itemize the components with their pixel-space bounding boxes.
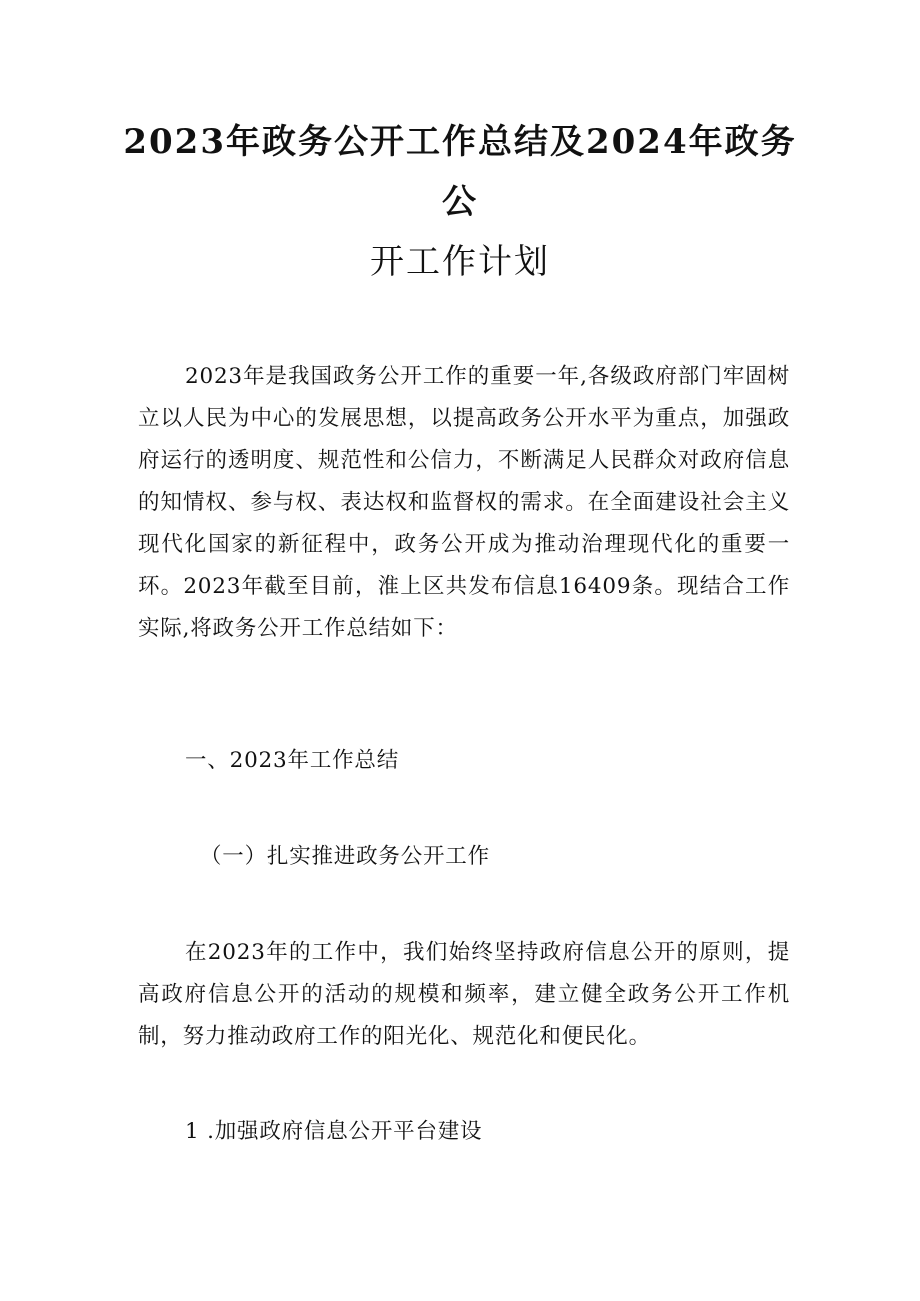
item-heading-1: 1 .加强政府信息公开平台建设	[185, 1119, 483, 1144]
subsection-heading-1: （一）扎实推进政务公开工作	[200, 844, 490, 869]
subsection-paragraph-1: 在2023年的工作中，我们始终坚持政府信息公开的原则，提高政府信息公开的活动的规模和频率，建立健全政务公开工作机制，努力推动政府工作的阳光化、规范化和便民化。	[138, 940, 790, 1049]
title-line-1: 2023年政务公开工作总结及2024年政务公	[123, 122, 797, 222]
title-line-2: 开工作计划	[370, 242, 550, 282]
section-heading-1: 一、2023年工作总结	[185, 748, 400, 773]
intro-paragraph: 2023年是我国政务公开工作的重要一年,各级政府部门牢固树立以人民为中心的发展思想，以提高政务公开水平为重点，加强政府运行的透明度、规范性和公信力，不断满足人民群众对政府信息的知情权、参与权、表达权和监督权的需求。在全面建设社会主义现代化国家的新征程中，政务公开成为推动治理现代化的重要一环。2023年截至目前，淮上区共发布信息16409条。现结合工作实际,将政务公开工作总结如下：	[138, 364, 790, 641]
document-title	[120, 112, 800, 292]
